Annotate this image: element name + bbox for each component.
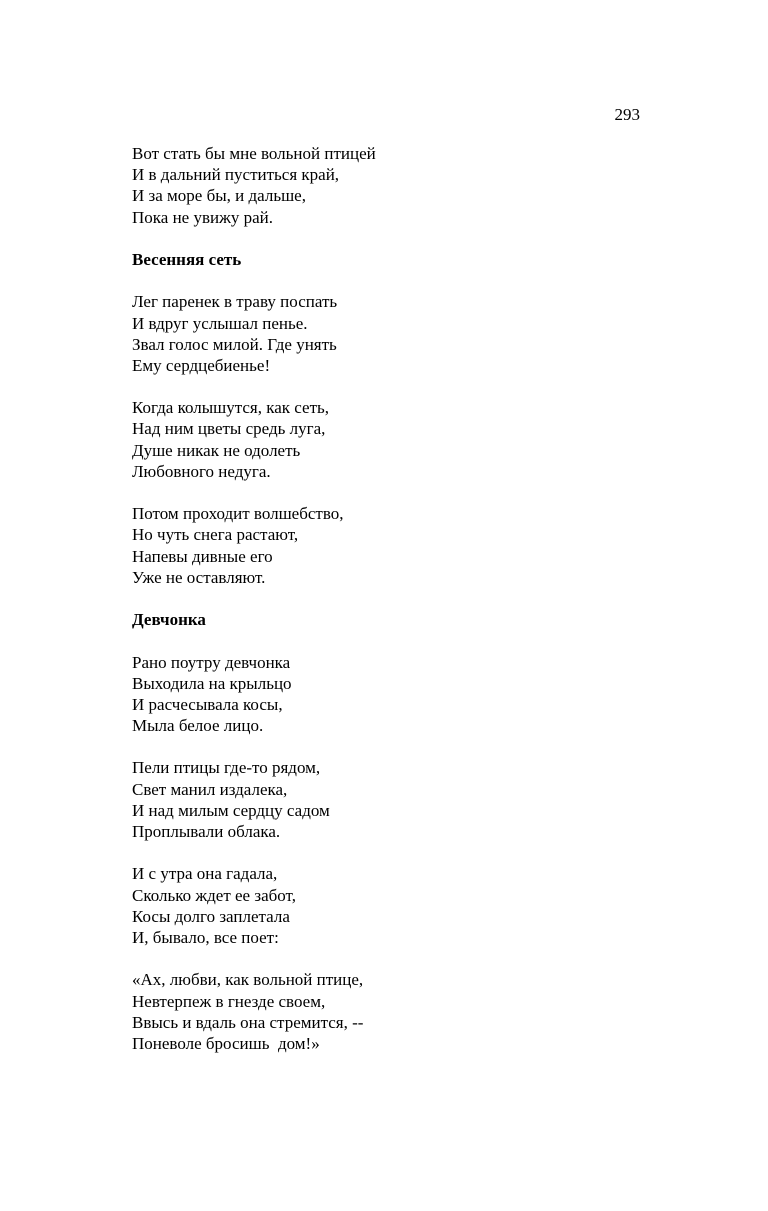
stanza-gap: [132, 842, 692, 863]
stanza-gap: [132, 588, 692, 609]
verse-line: И над милым сердцу садом: [132, 800, 330, 820]
verse-line: Мыла белое лицо.: [132, 716, 264, 736]
verse-line: Когда колышутся, как сеть,: [132, 398, 330, 418]
verse-line: Вот стать бы мне вольной птицей: [132, 144, 376, 163]
stanza-gap: [132, 482, 692, 503]
stanza: [132, 397, 692, 482]
verse-line: И с утра она гадала,: [132, 864, 278, 884]
page-number: 293: [614, 105, 640, 124]
verse-line: Поневоле бросишь дом!»: [132, 1033, 320, 1053]
stanza-gap: [132, 736, 692, 757]
stanza-gap: [132, 270, 692, 291]
stanza: [132, 291, 692, 376]
verse-line: И в дальний пуститься край,: [132, 165, 340, 185]
verse-line: Свет манил издалека,: [132, 779, 288, 799]
verse-line: «Ах, любви, как вольной птице,: [132, 970, 364, 990]
verse-line: И, бывало, все поет:: [132, 927, 279, 947]
poem-title: Девчонка: [132, 610, 206, 630]
verse-line: Лег паренек в траву поспать: [132, 292, 338, 312]
poem-title: Весенняя сеть: [132, 249, 242, 269]
stanza: [132, 652, 692, 737]
verse-line: Ему сердцебиенье!: [132, 355, 271, 375]
verse-line: Невтерпеж в гнезде своем,: [132, 991, 326, 1011]
verse-line: Косы долго заплетала: [132, 906, 290, 926]
verse-line: Душе никак не одолеть: [132, 440, 301, 460]
verse-line: Но чуть снега растают,: [132, 525, 299, 545]
verse-line: Выходила на крыльцо: [132, 673, 292, 693]
page-content: [132, 143, 692, 1054]
verse-line: И вдруг услышал пенье.: [132, 313, 308, 333]
verse-line: Любовного недуга.: [132, 461, 271, 481]
verse-line: И расчесывала косы,: [132, 694, 283, 714]
stanza-gap: [132, 948, 692, 969]
stanza-gap: [132, 376, 692, 397]
stanza: [132, 757, 692, 842]
verse-line: Напевы дивные его: [132, 546, 273, 566]
verse-line: Пели птицы где-то рядом,: [132, 758, 321, 778]
verse-line: Рано поутру девчонка: [132, 652, 291, 672]
verse-line: Пока не увижу рай.: [132, 207, 273, 227]
verse-line: Потом проходит волшебство,: [132, 504, 344, 524]
stanza: [132, 143, 692, 228]
stanza-gap: [132, 228, 692, 249]
verse-line: Над ним цветы средь луга,: [132, 419, 326, 439]
stanza: [132, 969, 692, 1054]
verse-line: Проплывали облака.: [132, 822, 281, 841]
verse-line: Звал голос милой. Где унять: [132, 334, 337, 354]
stanza: [132, 503, 692, 588]
stanza: [132, 863, 692, 948]
stanza-gap: [132, 630, 692, 651]
verse-line: Уже не оставляют.: [132, 567, 266, 587]
verse-line: Ввысь и вдаль она стремится, --: [132, 1012, 364, 1032]
verse-line: И за море бы, и дальше,: [132, 186, 306, 206]
verse-line: Сколько ждет ее забот,: [132, 885, 296, 905]
